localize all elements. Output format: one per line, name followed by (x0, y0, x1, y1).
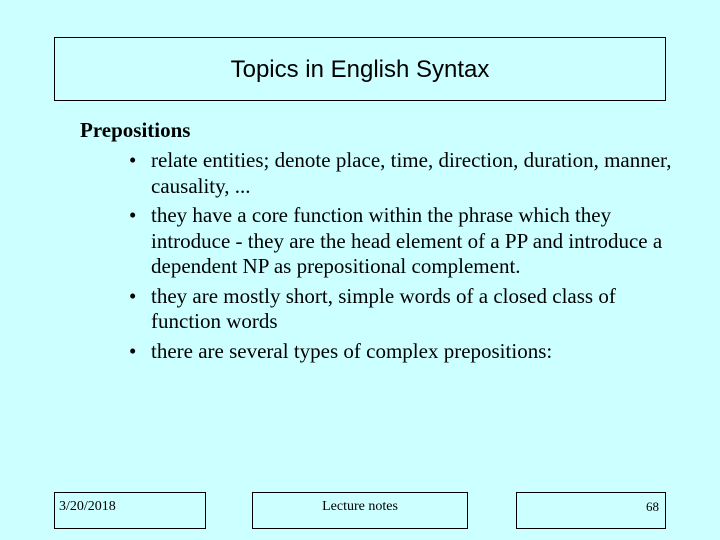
footer-date: 3/20/2018 (54, 492, 206, 529)
bullet-item (126, 339, 686, 365)
bullet-dot-icon: • (129, 148, 137, 172)
title-box (54, 37, 666, 101)
bullet-text: they are mostly short, simple words of a closed class of function words (151, 283, 616, 333)
bullet-text: they have a core function within the phrase which they introduce - they are the head element of a PP and introduce a dependent NP as prepositional complement. (151, 203, 663, 278)
footer-page-number: 68 (516, 492, 666, 529)
bullet-list (126, 148, 686, 368)
bullet-item (126, 203, 686, 280)
footer-title: Lecture notes (252, 492, 468, 529)
bullet-dot-icon: • (129, 283, 137, 308)
bullet-item (126, 284, 686, 335)
bullet-item (126, 148, 686, 199)
section-heading: Prepositions (80, 118, 191, 142)
bullet-text: relate entities; denote place, time, direction, duration, manner, causality, ... (151, 148, 672, 198)
bullet-dot-icon: • (129, 203, 137, 227)
bullet-dot-icon: • (129, 338, 137, 363)
slide-title: Topics in English Syntax (230, 56, 490, 83)
bullet-text: there are several types of complex prepositions: (151, 338, 553, 363)
